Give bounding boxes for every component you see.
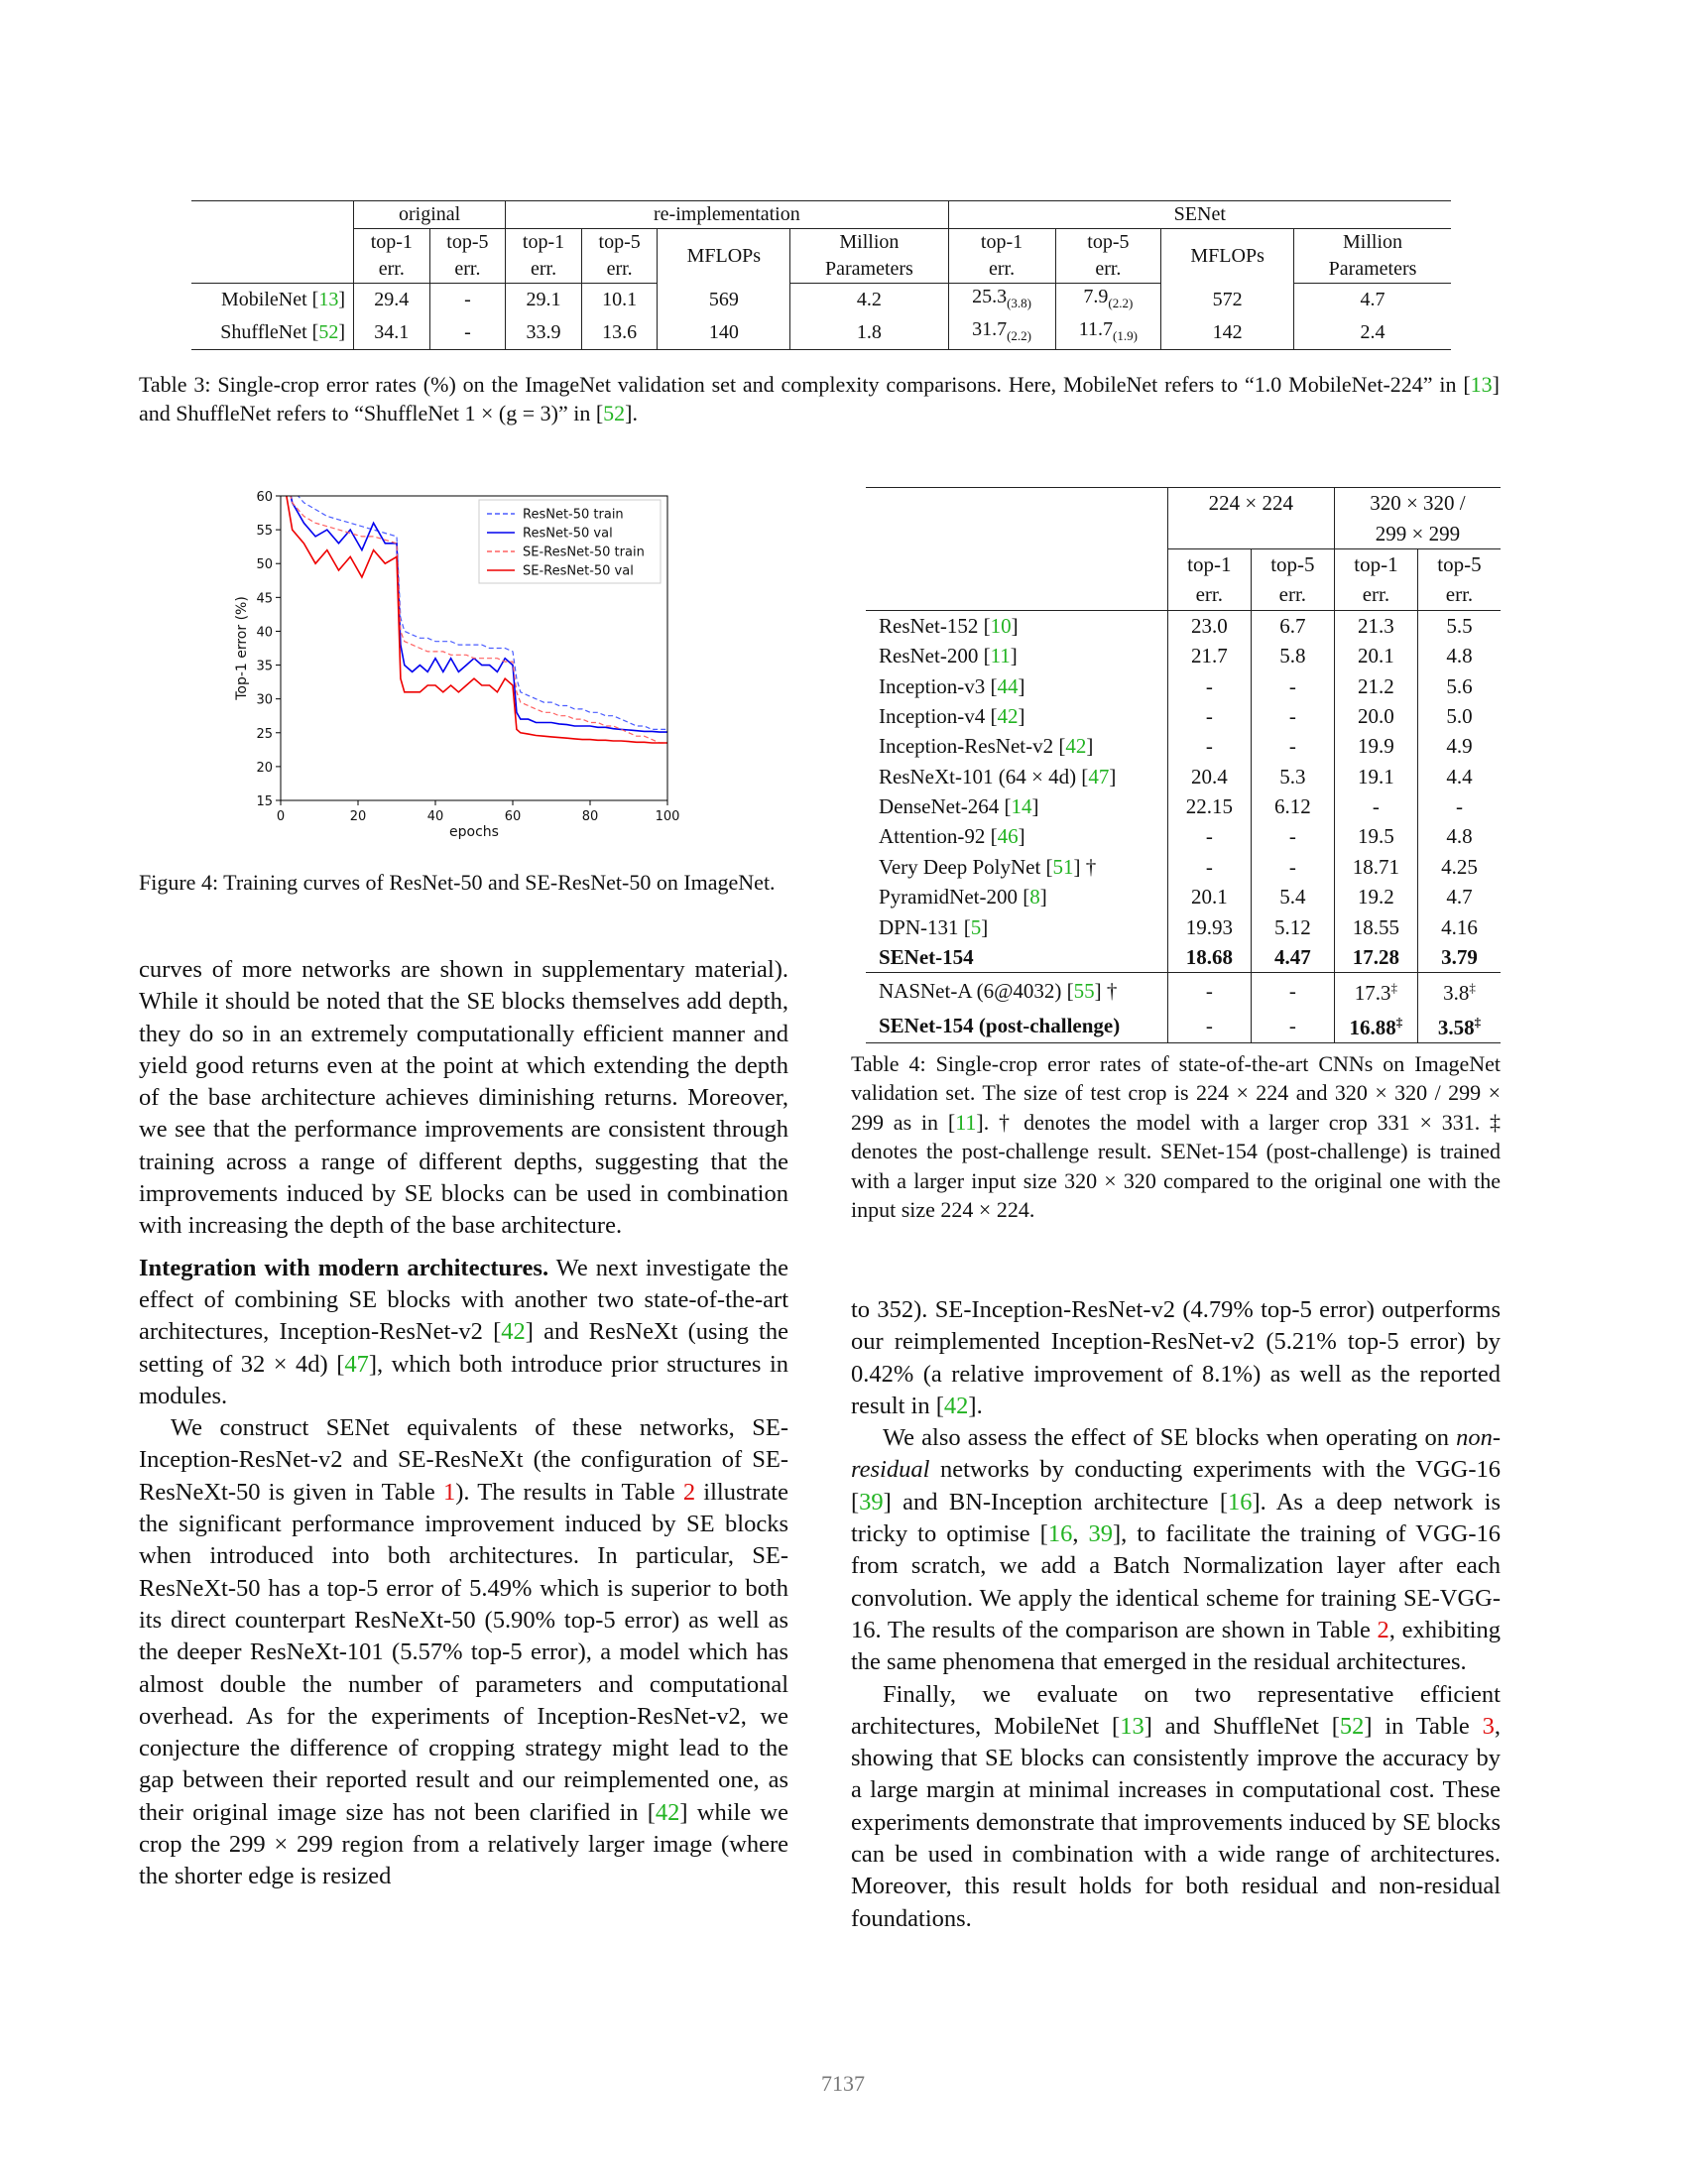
cell: 6.7 <box>1251 610 1334 641</box>
citation-link[interactable]: 42 <box>943 1392 969 1419</box>
row-name: ShuffleNet [ <box>220 321 319 343</box>
cell: 10.1 <box>581 284 658 317</box>
hdr-err: err. <box>1417 579 1501 610</box>
cell: 29.1 <box>506 284 582 317</box>
cell: - <box>429 284 506 317</box>
table-row <box>866 1008 1501 1043</box>
cell: 34.1 <box>354 316 430 350</box>
cell: 18.55 <box>1334 911 1417 941</box>
text: We construct SENet equivalents of these networks, SE-Inception-ResNet-v2 and SE-ResNeXt (the configuration of SE-ResNeXt-50 is given in Table <box>139 1414 788 1506</box>
row-name: MobileNet [ <box>221 289 319 310</box>
x-tick-label: 40 <box>426 809 444 824</box>
cell: 20.1 <box>1167 882 1251 911</box>
table-row <box>866 762 1501 791</box>
cell: - <box>1167 1008 1251 1043</box>
cell: 2.4 <box>1294 316 1451 350</box>
citation-link[interactable]: 11 <box>990 644 1011 668</box>
citation-link[interactable]: 16 <box>1227 1488 1253 1516</box>
double-dagger: ‡ <box>1469 980 1476 996</box>
group-senet: SENet <box>948 201 1451 229</box>
hdr-err: err. <box>454 258 481 280</box>
row-name: ResNet-200 [ <box>879 644 991 668</box>
legend-label: ResNet-50 val <box>523 526 613 542</box>
table-row <box>866 942 1501 973</box>
x-tick-label: 60 <box>504 809 522 824</box>
text: We next investigate the effect of combining SE blocks with another two state-of-the-art architectures, Inception-ResNet-v2 [ <box>139 1254 789 1346</box>
double-dagger: ‡ <box>1395 1015 1403 1031</box>
citation-link[interactable]: 16 <box>1047 1520 1073 1548</box>
cell: - <box>429 316 506 350</box>
table-row <box>866 791 1501 821</box>
x-tick-label: 20 <box>349 809 367 824</box>
text: ] in Table <box>1364 1712 1483 1740</box>
bracket: ] <box>338 289 345 310</box>
row-name: Attention-92 [ <box>879 824 998 849</box>
row-name: Inception-v3 [ <box>879 673 998 698</box>
hdr-top5: top-5 <box>1251 548 1334 579</box>
hdr-err: err. <box>530 258 557 280</box>
row-name: ResNeXt-101 (64 × 4d) [ <box>879 764 1089 789</box>
cell: 31.7 <box>972 318 1008 340</box>
table-row <box>866 641 1501 670</box>
cell-sub: (1.9) <box>1113 328 1138 343</box>
y-tick-label: 30 <box>256 692 273 708</box>
text: networks by conducting experiments with the VGG-16 [ <box>851 1456 1501 1516</box>
bracket: ] <box>338 321 345 343</box>
citation-link[interactable]: 8 <box>1029 885 1040 910</box>
cell: 4.16 <box>1417 911 1501 941</box>
cell: 4.9 <box>1417 731 1501 761</box>
bracket: ] <box>1010 644 1018 668</box>
hdr-err: err. <box>378 258 405 280</box>
cell: - <box>1167 731 1251 761</box>
cell: - <box>1334 791 1417 821</box>
cell: - <box>1251 1008 1334 1043</box>
cell: 3.58 <box>1437 1016 1475 1040</box>
cell: 142 <box>1161 316 1294 350</box>
table-3-caption <box>139 370 1500 427</box>
y-tick-label: 20 <box>256 760 273 776</box>
page-number: 7137 <box>821 2071 865 2096</box>
citation-link[interactable]: 5 <box>970 914 982 939</box>
citation-link[interactable]: 46 <box>997 824 1019 849</box>
cell: 5.12 <box>1251 911 1334 941</box>
cell: - <box>1251 852 1334 882</box>
text: , exhibiting the same phenomena that emerged in the residual architectures. <box>851 1616 1501 1676</box>
cell: 5.4 <box>1251 882 1334 911</box>
row-name: ResNet-152 [ <box>879 613 991 638</box>
row-name: SENet-154 <box>866 942 1167 973</box>
text: , showing that SE blocks can consistently improve the accuracy by a large margin at minimal increases in computational cost. These experiments demonstrate that improvements induced by SE blocks can be used in combination with a wide range of architectures. Moreover, this result holds for both residual and non-residual foundations. <box>851 1712 1501 1932</box>
text: Finally, we evaluate on two representative efficient architectures, MobileNet [ <box>851 1680 1501 1740</box>
citation-link[interactable]: 52 <box>603 401 626 425</box>
cell: 4.8 <box>1417 821 1501 851</box>
cell: 16.88 <box>1349 1016 1396 1040</box>
cell: 19.93 <box>1167 911 1251 941</box>
row-name: DPN-131 [ <box>879 914 971 939</box>
cell: 11.7 <box>1078 318 1114 340</box>
legend-label: SE-ResNet-50 train <box>523 545 645 560</box>
table-4-caption <box>851 1049 1501 1224</box>
hdr-params-2: Parameters <box>824 258 913 280</box>
bracket: ] <box>1039 885 1047 910</box>
emphasis: non-residual <box>851 1424 1501 1484</box>
table-row <box>866 911 1501 941</box>
row-name: Inception-v4 [ <box>879 703 998 728</box>
bracket: ] <box>1011 613 1019 638</box>
caption-text: Table 3: Single-crop error rates (%) on the ImageNet validation set and complexity comparisons. Here, MobileNet refers to “1.0 MobileNet-224” in [ <box>139 372 1471 397</box>
hdr-top5: top-5 <box>598 231 641 253</box>
citation-link[interactable]: 13 <box>1120 1712 1144 1740</box>
citation-link[interactable]: 39 <box>859 1488 884 1516</box>
cell: 33.9 <box>506 316 582 350</box>
paragraph <box>851 1679 1501 1935</box>
cell: - <box>1251 731 1334 761</box>
y-tick-label: 55 <box>256 524 273 540</box>
cell: - <box>1251 701 1334 731</box>
x-tick-label: 0 <box>276 809 286 824</box>
caption-text: ]. † denotes the model with a larger crop 331 × 331. ‡ denotes the post-challenge result. SENet-154 (post-challenge) is trained with a larger input size 320 × 320 compared to the original one with the input size 224 × 224. <box>851 1109 1502 1223</box>
paragraph <box>851 1294 1501 1422</box>
text: ], to facilitate the training of VGG-16 from scratch, we add a Batch Normalization layer after each convolution. We apply the identical scheme for training SE-VGG-16. The results of the comparison are shown in Table <box>851 1520 1502 1643</box>
table-row <box>866 670 1501 700</box>
citation-link[interactable]: 10 <box>990 613 1012 638</box>
cell: 140 <box>658 316 790 350</box>
cell: 21.7 <box>1167 641 1251 670</box>
y-tick-label: 50 <box>256 557 273 573</box>
citation-link[interactable]: 42 <box>655 1798 680 1826</box>
table-row <box>866 852 1501 882</box>
row-name: Very Deep PolyNet [ <box>879 854 1053 879</box>
citation-link[interactable]: 14 <box>1011 794 1032 819</box>
text: ). The results in Table <box>455 1478 683 1506</box>
text: ]. <box>968 1392 983 1419</box>
cell: 21.3 <box>1334 610 1417 641</box>
row-name: Inception-ResNet-v2 [ <box>879 734 1066 759</box>
bracket: ] <box>1018 824 1025 849</box>
x-tick-label: 80 <box>581 809 599 824</box>
section-heading: Integration with modern architectures. <box>139 1254 549 1281</box>
citation-link[interactable]: 47 <box>344 1350 369 1378</box>
x-tick-label: 100 <box>655 809 680 824</box>
citation-link[interactable]: 47 <box>1088 764 1110 789</box>
cell: - <box>1167 973 1251 1009</box>
text: ] and BN-Inception architecture [ <box>883 1488 1228 1516</box>
table-row <box>866 973 1501 1009</box>
caption-text: Table 4: Single-crop error rates of state-of-the-art CNNs on ImageNet validation set. The size of test crop is 224 × 224 and 320 × 320 / 299 × 299 as in [ <box>851 1051 1501 1135</box>
legend-label: SE-ResNet-50 val <box>523 563 634 579</box>
hdr-top1: top-1 <box>1167 548 1251 579</box>
table-row <box>866 610 1501 641</box>
y-tick-label: 35 <box>256 659 273 674</box>
hdr-299: 299 × 299 <box>1334 518 1501 548</box>
cell: 17.28 <box>1334 942 1417 973</box>
cell: 13.6 <box>581 316 658 350</box>
cell: 22.15 <box>1167 791 1251 821</box>
bracket: ] † <box>1073 854 1097 879</box>
cell: 4.47 <box>1251 942 1334 973</box>
hdr-top5: top-5 <box>1087 231 1130 253</box>
cell: 1.8 <box>790 316 948 350</box>
text: ] and ShuffleNet [ <box>1144 1712 1340 1740</box>
cell: 23.0 <box>1167 610 1251 641</box>
hdr-err: err. <box>1167 579 1251 610</box>
cell: 4.7 <box>1417 882 1501 911</box>
table-ref-link[interactable]: 1 <box>442 1478 456 1506</box>
text: ], which both introduce prior structures in modules. <box>139 1350 788 1409</box>
cell: 25.3 <box>972 286 1008 307</box>
double-dagger: ‡ <box>1390 980 1398 996</box>
text: ] while we crop the 299 × 299 region from a relatively larger image (where the shorter edge is resized <box>139 1798 788 1890</box>
cell: 5.3 <box>1251 762 1334 791</box>
y-tick-label: 15 <box>256 794 273 809</box>
text: illustrate the significant performance improvement induced by SE blocks when introduced into both architectures. In particular, SE-ResNeXt-50 has a top-5 error of 5.49% which is superior to both its direct counterpart ResNeXt-50 (5.90% top-5 error) as well as the deeper ResNeXt-101 (5.57% top-5 error), a model which has almost double the number of parameters and computational overhead. As for the experiments of Inception-ResNet-v2, we conjecture the difference of cropping strategy might lead to the gap between their reported result and our reimplemented one, as their original image size has not been clarified in [ <box>139 1478 788 1826</box>
hdr-err: err. <box>1095 258 1122 280</box>
cell: - <box>1167 821 1251 851</box>
cell-sub: (2.2) <box>1007 328 1031 343</box>
hdr-top1: top-1 <box>522 231 565 253</box>
table-ref-link[interactable]: 3 <box>1482 1712 1495 1740</box>
citation-link[interactable]: 55 <box>1073 978 1095 1003</box>
citation-link[interactable]: 42 <box>501 1318 526 1346</box>
y-tick-label: 60 <box>256 490 273 505</box>
hdr-params: Million <box>1343 231 1403 253</box>
cell: 19.9 <box>1334 731 1417 761</box>
row-name: NASNet-A (6@4032) [ <box>879 978 1074 1003</box>
table-row <box>866 821 1501 851</box>
y-axis-label: Top-1 error (%) <box>234 596 250 700</box>
cell: 5.8 <box>1251 641 1334 670</box>
y-tick-label: 45 <box>256 591 273 607</box>
citation-link[interactable]: 52 <box>1339 1712 1365 1740</box>
hdr-320: 320 × 320 / <box>1334 488 1501 519</box>
bracket: ] <box>1018 703 1025 728</box>
hdr-top5: top-5 <box>446 231 489 253</box>
group-original: original <box>354 201 506 229</box>
cell: 572 <box>1161 284 1294 317</box>
cell: 29.4 <box>354 284 430 317</box>
hdr-err: err. <box>1251 579 1334 610</box>
bracket: ] † <box>1094 978 1118 1003</box>
hdr-err: err. <box>606 258 633 280</box>
right-column <box>851 1294 1501 1935</box>
hdr-top1: top-1 <box>370 231 413 253</box>
cell: 5.6 <box>1417 670 1501 700</box>
double-dagger: ‡ <box>1474 1015 1482 1031</box>
cell: - <box>1167 670 1251 700</box>
cell: 20.1 <box>1334 641 1417 670</box>
cell: 19.5 <box>1334 821 1417 851</box>
left-column <box>139 954 788 1893</box>
bracket: ] <box>1086 734 1094 759</box>
citation-link[interactable]: 51 <box>1052 854 1074 879</box>
cell: 4.25 <box>1417 852 1501 882</box>
citation-link[interactable]: 11 <box>955 1109 977 1135</box>
cell-sub: (2.2) <box>1108 296 1134 310</box>
cell: 5.5 <box>1417 610 1501 641</box>
hdr-params: Million <box>839 231 900 253</box>
table-ref-link[interactable]: 2 <box>682 1478 696 1506</box>
text: ] and ResNeXt (using the setting of 32 × 4d) [ <box>139 1318 788 1378</box>
citation-link[interactable]: 39 <box>1088 1520 1113 1548</box>
cell: 4.7 <box>1294 284 1451 317</box>
row-name: DenseNet-264 [ <box>879 794 1012 819</box>
row-name: PyramidNet-200 [ <box>879 885 1030 910</box>
cell: - <box>1167 852 1251 882</box>
figure-4-chart <box>226 486 702 853</box>
hdr-224: 224 × 224 <box>1167 488 1334 519</box>
paragraph: curves of more networks are shown in supplementary material). While it should be noted that the SE blocks themselves add depth, they do so in an extremely computationally efficient manner and yield good returns even at the point at which extending the depth of the base architecture achieves diminishing returns. Moreover, we see that the performance improvements are consistent through training across a range of different depths, suggesting that the improvements induced by SE blocks can be used in combination with increasing the depth of the base architecture. <box>139 956 788 1240</box>
hdr-err: err. <box>1334 579 1417 610</box>
citation-link[interactable]: 44 <box>997 673 1019 698</box>
x-axis-label: epochs <box>449 824 499 840</box>
table-row <box>191 284 1451 317</box>
row-name: SENet-154 (post-challenge) <box>866 1008 1167 1043</box>
caption-text: ] and ShuffleNet refers to “ShuffleNet 1 × (g = 3)” in [ <box>139 372 1500 425</box>
cell: 6.12 <box>1251 791 1334 821</box>
citation-link[interactable]: 42 <box>997 703 1019 728</box>
table-row <box>866 701 1501 731</box>
paragraph <box>139 1253 788 1412</box>
hdr-params-2: Parameters <box>1328 258 1417 280</box>
cell: 17.3 <box>1354 981 1391 1006</box>
text: We also assess the effect of SE blocks when operating on <box>883 1424 1457 1452</box>
text: , <box>1072 1520 1089 1548</box>
bracket: ] <box>1109 764 1117 789</box>
cell: 19.2 <box>1334 882 1417 911</box>
cell: 20.4 <box>1167 762 1251 791</box>
hdr-mflops: MFLOPs <box>658 229 790 284</box>
cell: 4.2 <box>790 284 948 317</box>
hdr-top1: top-1 <box>1334 548 1417 579</box>
cell: - <box>1251 821 1334 851</box>
hdr-mflops: MFLOPs <box>1161 229 1294 284</box>
hdr-top5: top-5 <box>1417 548 1501 579</box>
citation-link[interactable]: 13 <box>318 289 339 310</box>
table-row <box>866 882 1501 911</box>
cell: 569 <box>658 284 790 317</box>
caption-text: ]. <box>625 401 638 425</box>
cell: - <box>1251 973 1334 1009</box>
cell: 7.9 <box>1083 286 1109 307</box>
cell: 20.0 <box>1334 701 1417 731</box>
cell: 4.8 <box>1417 641 1501 670</box>
cell: 5.0 <box>1417 701 1501 731</box>
cell: 4.4 <box>1417 762 1501 791</box>
cell: - <box>1167 701 1251 731</box>
text: to 352). SE-Inception-ResNet-v2 (4.79% top-5 error) outperforms our reimplemented Inception-ResNet-v2 (5.21% top-5 error) by 0.42% (a relative improvement of 8.1%) as well as the reported result in [ <box>851 1296 1501 1419</box>
group-reimplementation: re-implementation <box>506 201 948 229</box>
paragraph <box>851 1422 1501 1678</box>
hdr-top1: top-1 <box>980 231 1024 253</box>
cell: 21.2 <box>1334 670 1417 700</box>
cell: 18.71 <box>1334 852 1417 882</box>
table-4 <box>866 487 1501 1043</box>
table-row <box>191 316 1451 350</box>
table-3 <box>191 200 1451 350</box>
cell: - <box>1251 670 1334 700</box>
citation-link[interactable]: 42 <box>1065 734 1087 759</box>
cell-sub: (3.8) <box>1007 296 1031 310</box>
cell: 18.68 <box>1167 942 1251 973</box>
cell: - <box>1417 791 1501 821</box>
bracket: ] <box>1031 794 1039 819</box>
cell: 3.8 <box>1443 981 1470 1006</box>
hdr-err: err. <box>988 258 1016 280</box>
legend-label: ResNet-50 train <box>523 507 624 523</box>
paragraph <box>139 1412 788 1892</box>
table-row <box>866 731 1501 761</box>
citation-link[interactable]: 13 <box>1470 372 1493 397</box>
cell: 19.1 <box>1334 762 1417 791</box>
y-tick-label: 40 <box>256 625 273 641</box>
cell: 3.79 <box>1417 942 1501 973</box>
bracket: ] <box>981 914 989 939</box>
text: ]. As a deep network is tricky to optimise [ <box>851 1488 1501 1548</box>
bracket: ] <box>1018 673 1025 698</box>
table-ref-link[interactable]: 2 <box>1377 1616 1389 1643</box>
y-tick-label: 25 <box>256 726 273 742</box>
citation-link[interactable]: 52 <box>318 321 339 343</box>
figure-4-caption: Figure 4: Training curves of ResNet-50 and SE-ResNet-50 on ImageNet. <box>139 870 776 895</box>
